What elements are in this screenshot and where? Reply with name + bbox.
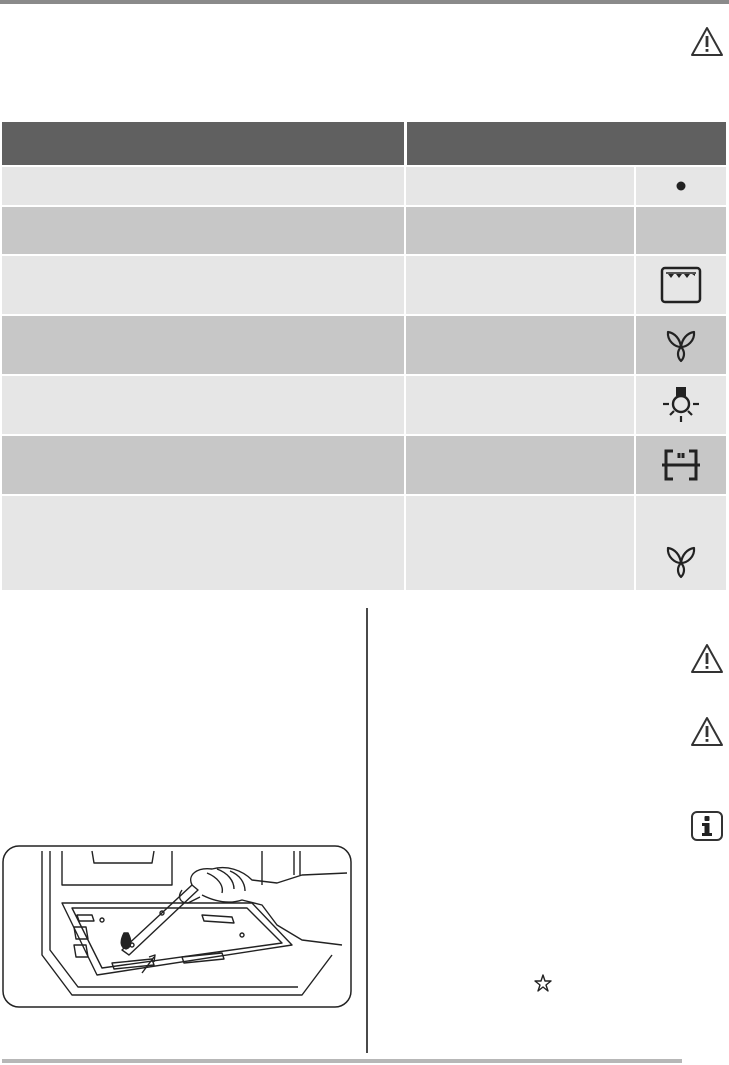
column-divider bbox=[366, 608, 368, 1053]
row-divider bbox=[404, 376, 406, 434]
bottom-rule bbox=[2, 1059, 682, 1063]
row-divider bbox=[404, 436, 406, 494]
dot-icon bbox=[636, 167, 726, 205]
table-row bbox=[2, 314, 726, 374]
star-icon bbox=[533, 973, 553, 993]
table-row bbox=[2, 254, 726, 314]
row-divider bbox=[404, 207, 406, 254]
row-divider bbox=[404, 496, 406, 590]
warning-triangle-icon bbox=[690, 716, 724, 748]
row-divider bbox=[404, 256, 406, 314]
fan-icon bbox=[636, 540, 726, 582]
table-row bbox=[2, 165, 726, 205]
row-divider bbox=[404, 167, 406, 205]
warning-triangle-icon bbox=[690, 26, 724, 58]
row-divider bbox=[404, 316, 406, 374]
oven-top-heat-icon bbox=[636, 256, 726, 314]
lamp-icon bbox=[636, 376, 726, 434]
table-row bbox=[2, 374, 726, 434]
row-divider bbox=[634, 207, 636, 254]
table-row bbox=[2, 494, 726, 590]
table-row bbox=[2, 205, 726, 254]
header-divider bbox=[404, 122, 407, 165]
oven-cleaning-hand-illustration bbox=[2, 845, 352, 1008]
functions-table bbox=[2, 122, 726, 590]
table-row bbox=[2, 434, 726, 494]
table-header bbox=[2, 122, 726, 165]
fan-icon bbox=[636, 316, 726, 374]
top-rule bbox=[0, 0, 729, 4]
warning-triangle-icon bbox=[690, 643, 724, 675]
bracket-heater-icon bbox=[636, 436, 726, 494]
info-icon bbox=[690, 810, 724, 842]
